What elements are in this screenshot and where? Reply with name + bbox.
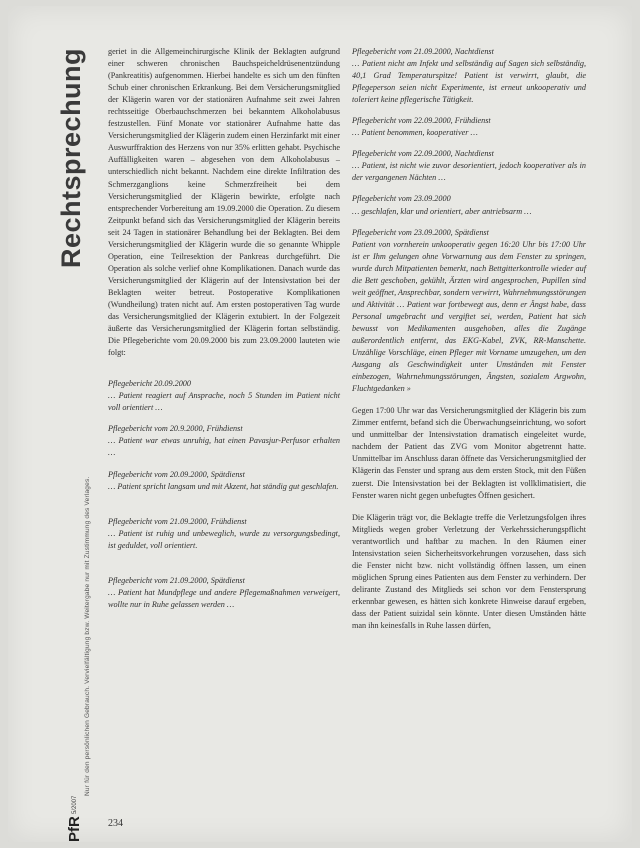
right-column: [352, 46, 586, 632]
report-entry: [352, 148, 586, 184]
page-number: 234: [108, 818, 123, 829]
report-entry: [108, 469, 340, 493]
entry-text: … Patient war etwas unruhig, hat einen Pavasjur-Perfusor erhalten …: [108, 436, 340, 458]
entry-text: Patient von vornherein unkooperativ gegen 16:20 Uhr bis 17:00 Uhr ist er Ihm gelungen ohne Vorwarnung aus dem Fenster zu springen, wurde durch Mitpatienten bemerkt, nach Bettgitterkontrolle wieder auf die Bett geschoben, gekühlt, Ärzten wird angesprochen, Pupillen sind weit geöffnet, Ansprechbar, sondern verwirrt, Wahrnehmungsstörungen und Aktivität … Patient war fortbewegt aus, denn er Ängst habe, dass Personal umgebracht und vergiftet sei, werden, Patient hat sich bewusst von Medikamenten ausgehoben, alles die Zugänge außerordentlich entfernt, das EKG-Kabel, ZVK, RR-Manschette. Unzählige Vorschläge, einen Pfleger mit Vorname umzugehen, um den Ausgang als Geschwindigkeit unter Umständen mit Fenster einbezogen, Wahrnehmungsstörungen, Ängsten, sozialem Argwohn, Fluchtgedanken »: [352, 239, 586, 394]
entry-heading: Pflegebericht vom 21.09.2000, Frühdienst: [108, 516, 247, 526]
entry-text: … Patient ist ruhig und unbeweglich, wurde zu versorgungsbedingt, ist geduldet, voll orientiert.: [108, 528, 340, 550]
report-entry: [108, 378, 340, 414]
entry-text: … Patient nicht am Infekt und selbständig auf Sagen sich selbständig, 40,1 Grad Temperaturspitze! Patient ist verwirrt, glaubt, die Pflegeperson seien nicht Experimente, ist erneut unkooperativ und toleriert keine pflegerische Tätigkeit.: [352, 59, 586, 105]
journal-logo: PfR: [66, 816, 83, 842]
report-entry: [108, 423, 340, 459]
body-paragraph: Die Klägerin trägt vor, die Beklagte treffe die Verletzungsfolgen ihres Mitglieds wegen grober Verletzung der Verkehrssicherungspflicht verantwortlich und haftbar zu machen. In den Räumen einer Intensivstation seien Sicherheitsvorkehrungen vorzusehen, dass sich die Fenster nicht bzw. nicht vollständig öffnen lassen, um einen möglichen Sprung eines Patienten aus dem Fenster zu verhindern. Der delirante Zustand des Mitglieds sei schon vor dem Fenstersprung erkennbar gewesen, es hätten sich konkrete Hinweise darauf ergeben, dass der Patient suizidal sein könnte. Unter diesen Umständen hätte man ihn keinesfalls in Ruhe lassen dürfen,: [352, 512, 586, 631]
section-title: Rechtsprechung: [56, 47, 86, 268]
entry-text: … geschlafen, klar und orientiert, aber antriebsarm …: [352, 206, 532, 216]
left-column: [108, 46, 340, 611]
entry-text: … Patient benommen, kooperativer …: [352, 128, 478, 138]
entry-heading: Pflegebericht vom 21.09.2000, Spätdienst: [108, 575, 245, 585]
body-paragraph: Gegen 17:00 Uhr war das Versicherungsmitglied der Klägerin bis zum Zimmer entfernt, befand sich die Überwachungseinrichtung, wo sofort und unmittelbar der Intensivstation dramatisch eingeleitet wurde, nachdem der Patient das ZVG vom Monitor abgetrennt hatte. Unmittelbar im Anschluss daran öffnete das Versicherungsmitglied der Klägerin das Fenster und sprang aus dem ersten Stock, mit den Füßen zuerst. Die Intensivstation bei der Beklagten ist vollklimatisiert, die Fenster waren nicht gegen unbefugtes Öffnen gesichert.: [352, 406, 586, 500]
entry-text: … Patient spricht langsam und mit Akzent, hat ständig gut geschlafen.: [108, 481, 339, 491]
entry-heading: Pflegebericht vom 21.09.2000, Nachtdienst: [352, 47, 494, 56]
report-entry: [352, 46, 586, 106]
entry-heading: Pflegebericht vom 20.09.2000, Spätdienst: [108, 469, 245, 479]
report-entry: [352, 193, 586, 217]
report-entry: [108, 575, 340, 611]
report-entry: [352, 227, 586, 396]
issue-number: 5/2007: [72, 795, 78, 814]
entry-heading: Pflegebericht vom 23.09.2000: [352, 194, 451, 204]
report-entry: [108, 516, 340, 552]
copyright-note: Nur für den persönlichen Gebrauch. Vervielfältigung bzw. Weitergabe nur mit Zustimmung des Verlages.: [84, 476, 91, 796]
entry-text: … Patient, ist nicht wie zuvor desorientiert, jedoch kooperativer als in der vergangenen Nächten …: [352, 161, 586, 183]
report-entry: [352, 115, 586, 139]
entry-text: … Patient reagiert auf Ansprache, noch 5 Stunden im Patient nicht voll orientiert …: [108, 391, 340, 413]
entry-heading: Pflegebericht vom 22.09.2000, Nachtdienst: [352, 149, 494, 159]
body-paragraph: geriet in die Allgemeinchirurgische Klinik der Beklagten aufgrund einer schweren chronischen Bauchspeicheldrüsenentzündung (Pankreatitis) aufgenommen. Hierbei handelte es sich um den fünften Schub einer chronischen Erkrankung. Bei dem Versicherungsmitglied der Klägerin waren vor der stationären Aufnahme seit zwei Jahren rechtsseitige Oberbauchschmerzen bei bekanntem Alkoholabusus festzustellen. Fünf Monate vor stationärer Aufnahme hatte das Versicherungsmitglied der Klägerin zudem einen Herzinfarkt mit einer Auswurffraktion des Herzens von nur 35% erlitten gehabt. Psychische Auffälligkeiten waren – abgesehen von dem Alkoholabusus – unterschiedlich nicht bekannt. Nachdem eine direkte Infiltration des Schmerzganglions keine Schmerzfreiheit bei dem Versicherungsmitglied der Klägerin bewirkte, erfolgte nach entsprechender Vorbereitung am 19.09.2000 die Operation. Zu diesem Zeitpunkt befand sich das Versicherungsmitglied der Klägerin bereits seit 24 Tagen in stationärer Behandlung bei der Beklagten. Bei dem Versicherungsmitglied der Klägerin wurde die so genannte Whipple Operation, eine Teilresektion der Pankreas durchgeführt. Die Operation als solche verlief ohne Komplikationen. Danach wurde das Versicherungsmitglied der Klägerin auf der Intensivstation bei der Beklagten weiter betreut. Postoperative Komplikationen (Wundheilung) traten nicht auf. Am ersten postoperativen Tag wurde das Versicherungsmitglied der Klägerin extubiert. In der Folgezeit äußerte das Versicherungsmitglied der Klägerin fortan selbständig. Die Pflegeberichte vom 20.09.2000 bis zum 23.09.2000 lauteten wie folgt:: [108, 47, 340, 358]
entry-heading: Pflegebericht 20.09.2000: [108, 379, 191, 389]
entry-heading: Pflegebericht vom 20.9.2000, Frühdienst: [108, 424, 243, 434]
document-page: [8, 6, 632, 842]
entry-heading: Pflegebericht vom 22.09.2000, Frühdienst: [352, 116, 491, 126]
entry-text: … Patient hat Mundpflege und andere Pflegemaßnahmen verweigert, wollte nur in Ruhe gelassen werden …: [108, 587, 340, 609]
entry-heading: Pflegebericht vom 23.09.2000, Spätdienst: [352, 227, 489, 237]
